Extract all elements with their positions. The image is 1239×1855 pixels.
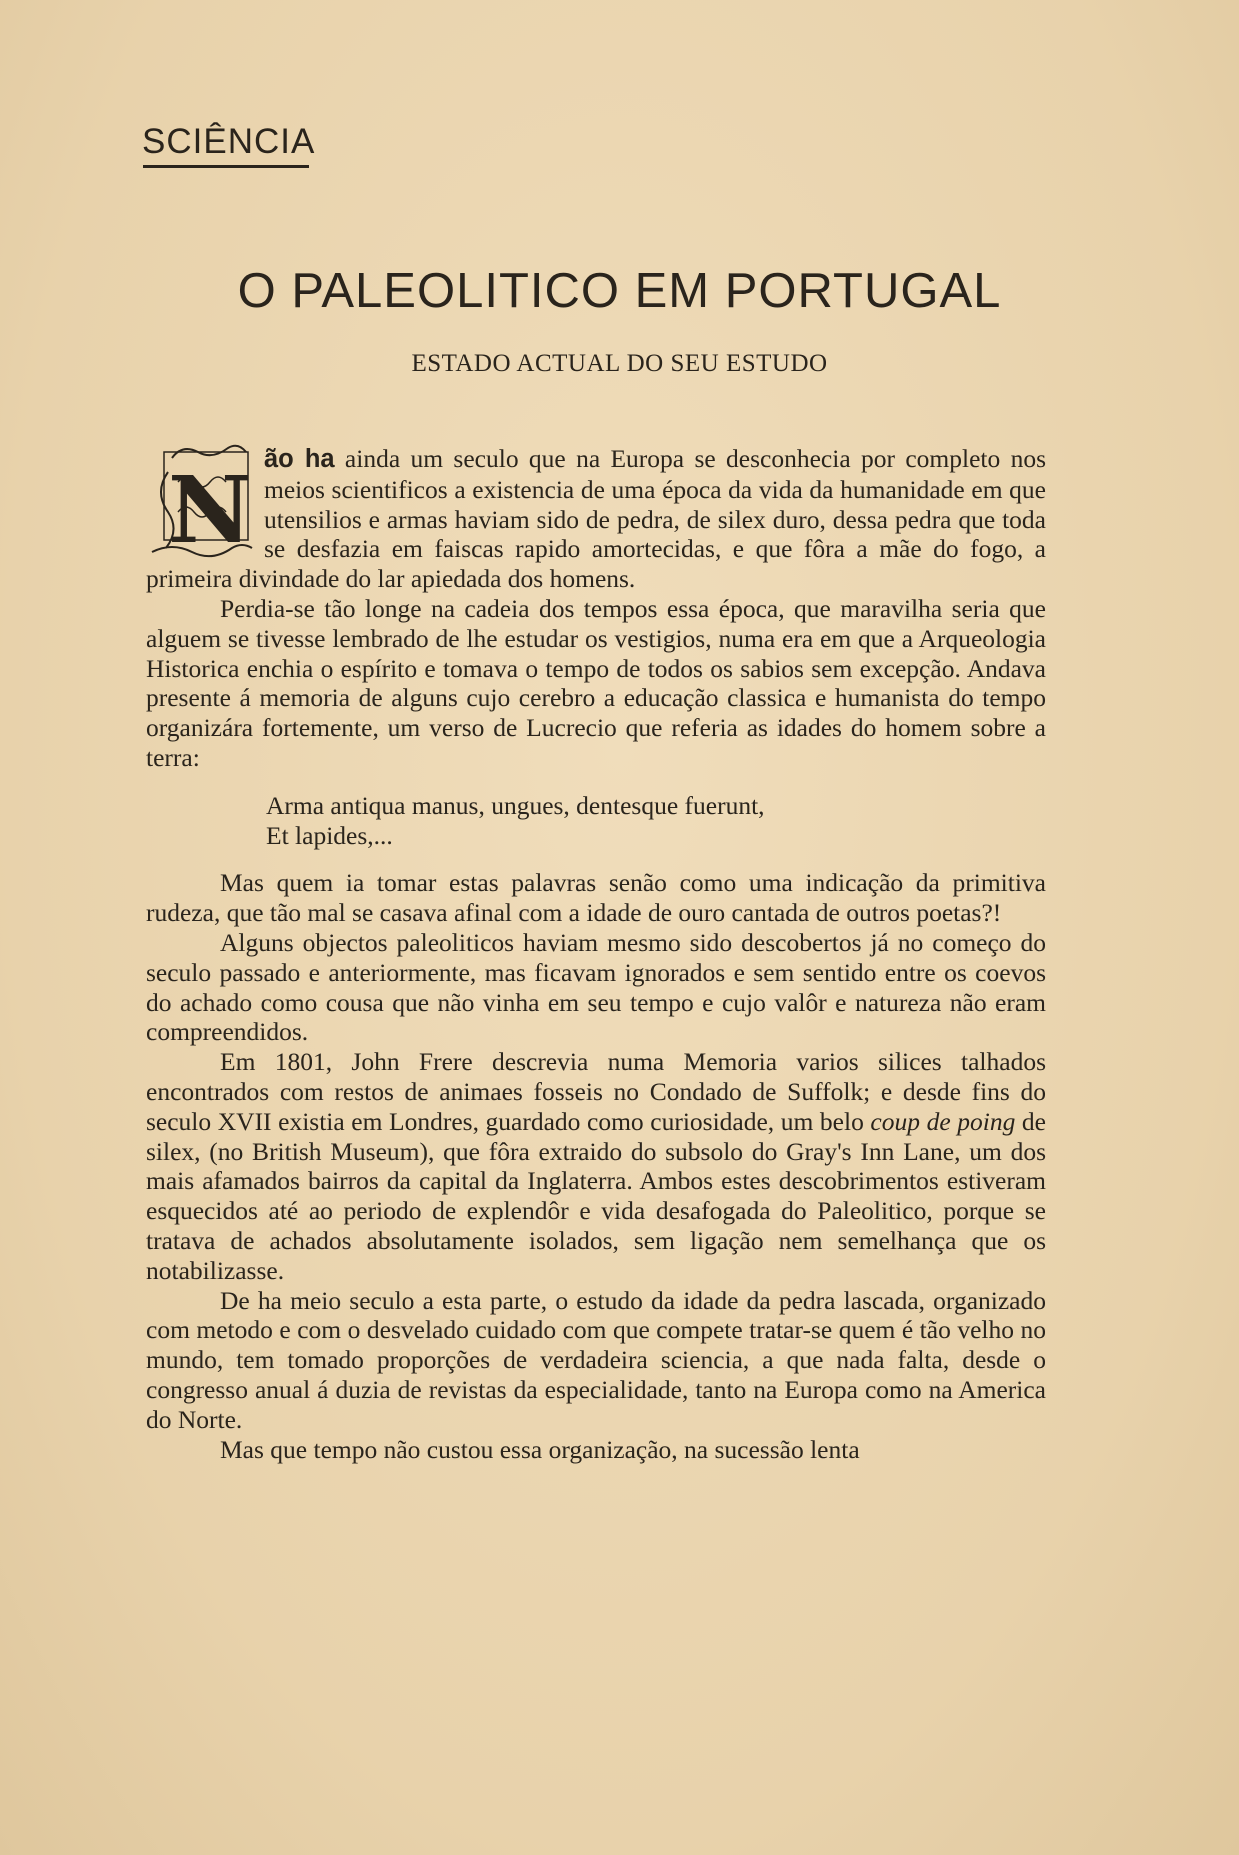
quote-line-2: Et lapides,... [266, 820, 393, 850]
quote-line-1: Arma antiqua manus, ungues, dentesque fuerunt, [266, 790, 765, 820]
paragraph-2: Perdia-se tão longe na cadeia dos tempos essa época, que maravilha seria que alguem se tivesse lembrado de lhe estudar os vestigios, numa era em que a Arqueologia Historica enchia o espírito e tomava o tempo de todos os sabios sem excepção. Andava presente á memoria de alguns cujo cerebro a educação classica e humanista do tempo organizára fortemente, um verso de Lucrecio que referia as idades do homem sobre a terra: [146, 593, 1046, 772]
article-body [146, 444, 1046, 1464]
paragraph-7: Mas que tempo não custou essa organização, na sucessão lenta [220, 1434, 860, 1464]
ornamental-drop-cap [142, 442, 254, 560]
article-subtitle: ESTADO ACTUAL DO SEU ESTUDO [411, 350, 828, 377]
article-title: O PALEOLITICO EM PORTUGAL [237, 264, 1002, 318]
drop-cap-letter: N [167, 456, 253, 560]
paragraph-6: De ha meio seculo a esta parte, o estudo da idade da pedra lascada, organizado com metodo e com o desvelado cuidado com que compete tratar-se quem é tão velho no mundo, tem tomado proporções de verdadeira sciencia, a que nada falta, desde o congresso anual á duzia de revistas da especialidade, tanto na Europa como na America do Norte. [146, 1285, 1046, 1434]
paragraph-5-text-a: Em 1801, John Frere descrevia numa Memoria varios silices talhados encontrados com restos de animaes fosseis no Condado de Suffolk; e desde fins do seculo XVII existia em Londres, guardado como curiosidade, um belo [146, 1047, 1046, 1136]
paragraph-5 [146, 1047, 1046, 1285]
latin-quotation [146, 773, 1046, 869]
paragraph-4: Alguns objectos paleoliticos haviam mesmo sido descobertos já no começo do seculo passado e anteriormente, mas ficavam ignorados e sem sentido entre os coevos do achado como cousa que não vinha em seu tempo e cujo valôr e natureza não eram compreendidos. [146, 927, 1046, 1047]
opening-words: ão ha [264, 445, 335, 473]
paragraph-5-italic: coup de poing [870, 1106, 1016, 1136]
section-underline [143, 165, 309, 168]
paragraph-3: Mas quem ia tomar estas palavras senão como uma indicação da primitiva rudeza, que tão mal se casava afinal com a idade de ouro cantada de outros poetas?! [146, 868, 1046, 928]
paragraph-1-text: ainda um seculo que na Europa se desconhecia por completo nos meios scientificos a existencia de uma época da vida da humanidade em que utensilios e armas haviam sido de pedra, de silex duro, dessa pedra que toda se desfazia em faiscas rapido amortecidas, e que fôra a mãe do fogo, a primeira divindade do lar apiedada dos homens. [146, 444, 1046, 594]
paragraph-5-text-b: de silex, (no British Museum), que fôra extraido do subsolo do Gray's Inn Lane, um dos mais afamados bairros da capital da Inglaterra. Ambos estes descobrimentos estiveram esquecidos até ao periodo de explendôr e vida desafogada do Paleolitico, porque se tratava de achados absolutamente isolados, sem ligação nem semelhança que os notabilizasse. [146, 1106, 1046, 1285]
section-label: SCIÊNCIA [142, 122, 316, 161]
paragraph-1 [146, 444, 1046, 594]
